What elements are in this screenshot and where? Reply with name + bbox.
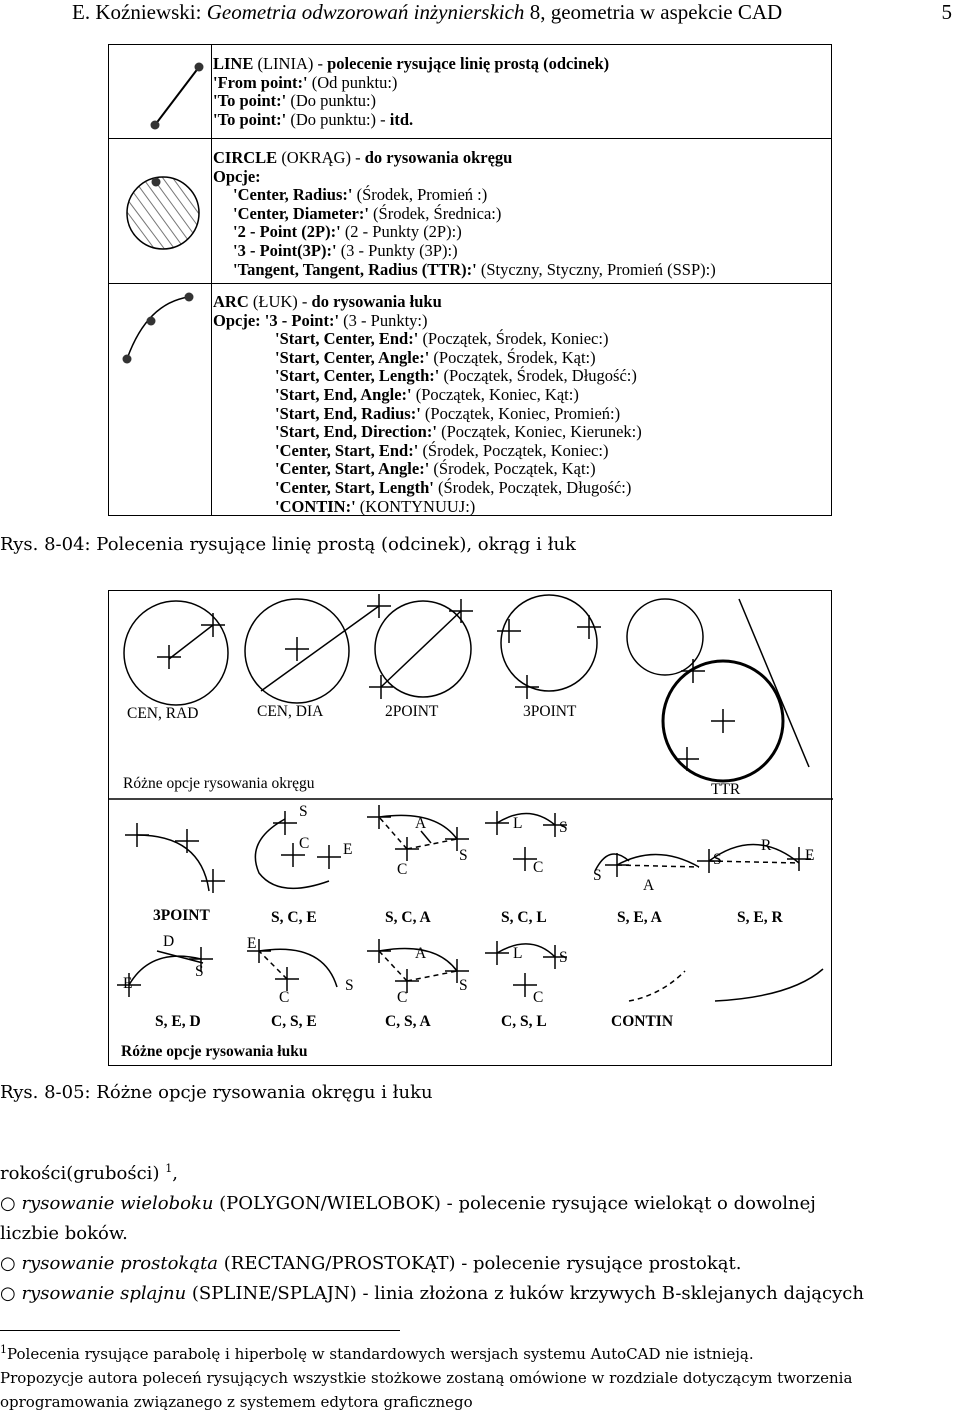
point-e: E bbox=[123, 975, 133, 992]
figure2-drawings bbox=[109, 591, 833, 1067]
label-arc-s-c-e: S, C, E bbox=[271, 909, 317, 926]
label-arc-3point: 3POINT bbox=[153, 907, 210, 924]
point-c: C bbox=[299, 835, 310, 852]
point-s: S bbox=[459, 977, 468, 994]
figure2-caption: Rys. 8-05: Różne opcje rysowania okręgu i łuku bbox=[0, 1082, 433, 1103]
figure1-caption: Rys. 8-04: Polecenia rysujące linię prostą (odcinek), okrąg i łuk bbox=[0, 534, 576, 555]
point-e: E bbox=[343, 841, 353, 858]
arc-s-e-a bbox=[595, 853, 699, 877]
label-cen-rad: CEN, RAD bbox=[127, 705, 199, 722]
circle-3point bbox=[497, 595, 601, 699]
arc-command-block: ARC (ŁUK) - do rysowania łuku Opcje: '3 - Point:' (3 - Punkty:) 'Start, Center, End:' (Początek, Środek, Koniec:) 'Start, Center, Angle:' (Początek, Środek, Kąt:) 'Start, Center, Length:' (Początek, Środek, Długość:) 'Start, End, Angle:' (Początek, Koniec, Kąt:) 'Start, End, Radius:' (Początek, Koniec, Promień:) 'Start, End, Direction:' (Początek, Koniec, Kierunek:) 'Center, Start, End:' (Środek, Początek, Koniec:) 'Center, Start, Angle:' (Środek, Początek, Kąt:) 'Center, Start, Length' (Środek, Początek, Długość:) 'CONTIN:' (KONTYNUUJ:) bbox=[213, 292, 642, 516]
arc-contin bbox=[629, 969, 823, 1001]
arc-c-s-l bbox=[485, 941, 567, 997]
point-s: S bbox=[713, 851, 722, 868]
arc-section-title: Różne opcje rysowania łuku bbox=[121, 1043, 308, 1060]
point-a: A bbox=[415, 945, 427, 962]
point-s: S bbox=[345, 977, 354, 994]
bullet-icon: ○ bbox=[0, 1283, 16, 1304]
figure-circle-arc-options bbox=[108, 590, 832, 1066]
point-s: S bbox=[559, 949, 568, 966]
label-cen-dia: CEN, DIA bbox=[257, 703, 324, 720]
point-l: L bbox=[513, 945, 523, 962]
list-item-continuation: liczbie boków. bbox=[0, 1223, 128, 1244]
page-number: 5 bbox=[941, 0, 952, 24]
line-command-block: LINE (LINIA) - polecenie rysujące linię prostą (odcinek) 'From point:' (Od punktu:) 'To point:' (Do punktu:) 'To point:' (Do punktu:) - itd. bbox=[213, 54, 610, 129]
point-c: C bbox=[279, 989, 290, 1006]
label-2point: 2POINT bbox=[385, 703, 439, 720]
label-arc-c-s-l: C, S, L bbox=[501, 1013, 547, 1030]
label-arc-contin: CONTIN bbox=[611, 1013, 674, 1030]
footnote-mark: 1 bbox=[165, 1162, 173, 1175]
point-s: S bbox=[559, 819, 568, 836]
list-item: ○ rysowanie wieloboku (POLYGON/WIELOBOK) - polecenie rysujące wielokąt o dowolnej bbox=[0, 1193, 816, 1214]
circle-ttr bbox=[627, 599, 809, 781]
circle-cen-rad bbox=[124, 601, 228, 705]
circle-section-title: Różne opcje rysowania okręgu bbox=[123, 775, 315, 792]
body-line-0: rokości(grubości) $^1$, bbox=[0, 1162, 178, 1184]
list-item: ○ rysowanie splajnu (SPLINE/SPLAJN) - linia złożona z łuków krzywych B-sklejanych dających bbox=[0, 1283, 864, 1304]
label-ttr: TTR bbox=[711, 781, 741, 798]
label-arc-c-s-e: C, S, E bbox=[271, 1013, 317, 1030]
point-s: S bbox=[299, 803, 308, 820]
bullet-icon: ○ bbox=[0, 1253, 16, 1274]
header-title: Geometria odwzorowań inżynierskich bbox=[206, 0, 525, 24]
figure-commands-table bbox=[108, 44, 832, 516]
point-c: C bbox=[397, 861, 408, 878]
arc-s-c-l bbox=[485, 811, 567, 871]
point-e: E bbox=[805, 847, 815, 864]
point-c: C bbox=[533, 989, 544, 1006]
label-3point: 3POINT bbox=[523, 703, 577, 720]
header-author: E. Koźniewski: bbox=[72, 0, 202, 24]
point-a: A bbox=[415, 815, 427, 832]
body-text bbox=[0, 1154, 960, 1309]
header-rest: 8, geometria w aspekcie CAD bbox=[529, 0, 783, 24]
point-s: S bbox=[593, 867, 602, 884]
line-icon bbox=[151, 63, 204, 130]
point-c: C bbox=[533, 859, 544, 876]
label-arc-s-c-a: S, C, A bbox=[385, 909, 431, 926]
point-l: L bbox=[513, 815, 523, 832]
point-s: S bbox=[195, 963, 204, 980]
point-r: R bbox=[761, 837, 772, 854]
label-arc-s-c-l: S, C, L bbox=[501, 909, 547, 926]
arc-c-s-e bbox=[247, 939, 337, 991]
label-arc-c-s-a: C, S, A bbox=[385, 1013, 431, 1030]
arc-s-c-a bbox=[367, 805, 469, 861]
point-d: D bbox=[163, 933, 175, 950]
point-c: C bbox=[397, 989, 408, 1006]
bullet-icon: ○ bbox=[0, 1193, 16, 1214]
footnote-number: 1 bbox=[0, 1343, 7, 1356]
footnote-rule bbox=[0, 1330, 400, 1331]
label-arc-s-e-d: S, E, D bbox=[155, 1013, 201, 1030]
page-header bbox=[72, 0, 952, 28]
point-e: E bbox=[247, 935, 257, 952]
circle-command-block: CIRCLE (OKRĄG) - do rysowania okręgu Opcje: 'Center, Radius:' (Środek, Promień :) 'Center, Diameter:' (Środek, Średnica:) '2 - Point (2P):' (2 - Punkty (2P):) '3 - Point(3P):' (3 - Punkty (3P):) 'Tangent, Tangent, Radius (TTR):' (Styczny, Styczny, Promień (SSP):) bbox=[213, 148, 716, 279]
point-s: S bbox=[459, 847, 468, 864]
list-item: ○ rysowanie prostokąta (RECTANG/PROSTOKĄT) - polecenie rysujące prostokąt. bbox=[0, 1253, 742, 1274]
arc-icon bbox=[123, 293, 194, 364]
circle-2point bbox=[369, 599, 473, 699]
label-arc-s-e-r: S, E, R bbox=[737, 909, 783, 926]
arc-3point bbox=[125, 823, 225, 893]
point-a: A bbox=[643, 877, 655, 894]
footnote: $^1$Polecenia rysujące parabolę i hiperbolę w standardowych wersjach systemu AutoCAD nie istnieją. Propozycje autora poleceń rysujących wszystkie stożkowe zostaną omówione w rozdziale dotyczącym tworzenia oprogramowania związanego z systemem edytora graficznego bbox=[0, 1343, 853, 1411]
label-arc-s-e-a: S, E, A bbox=[617, 909, 662, 926]
